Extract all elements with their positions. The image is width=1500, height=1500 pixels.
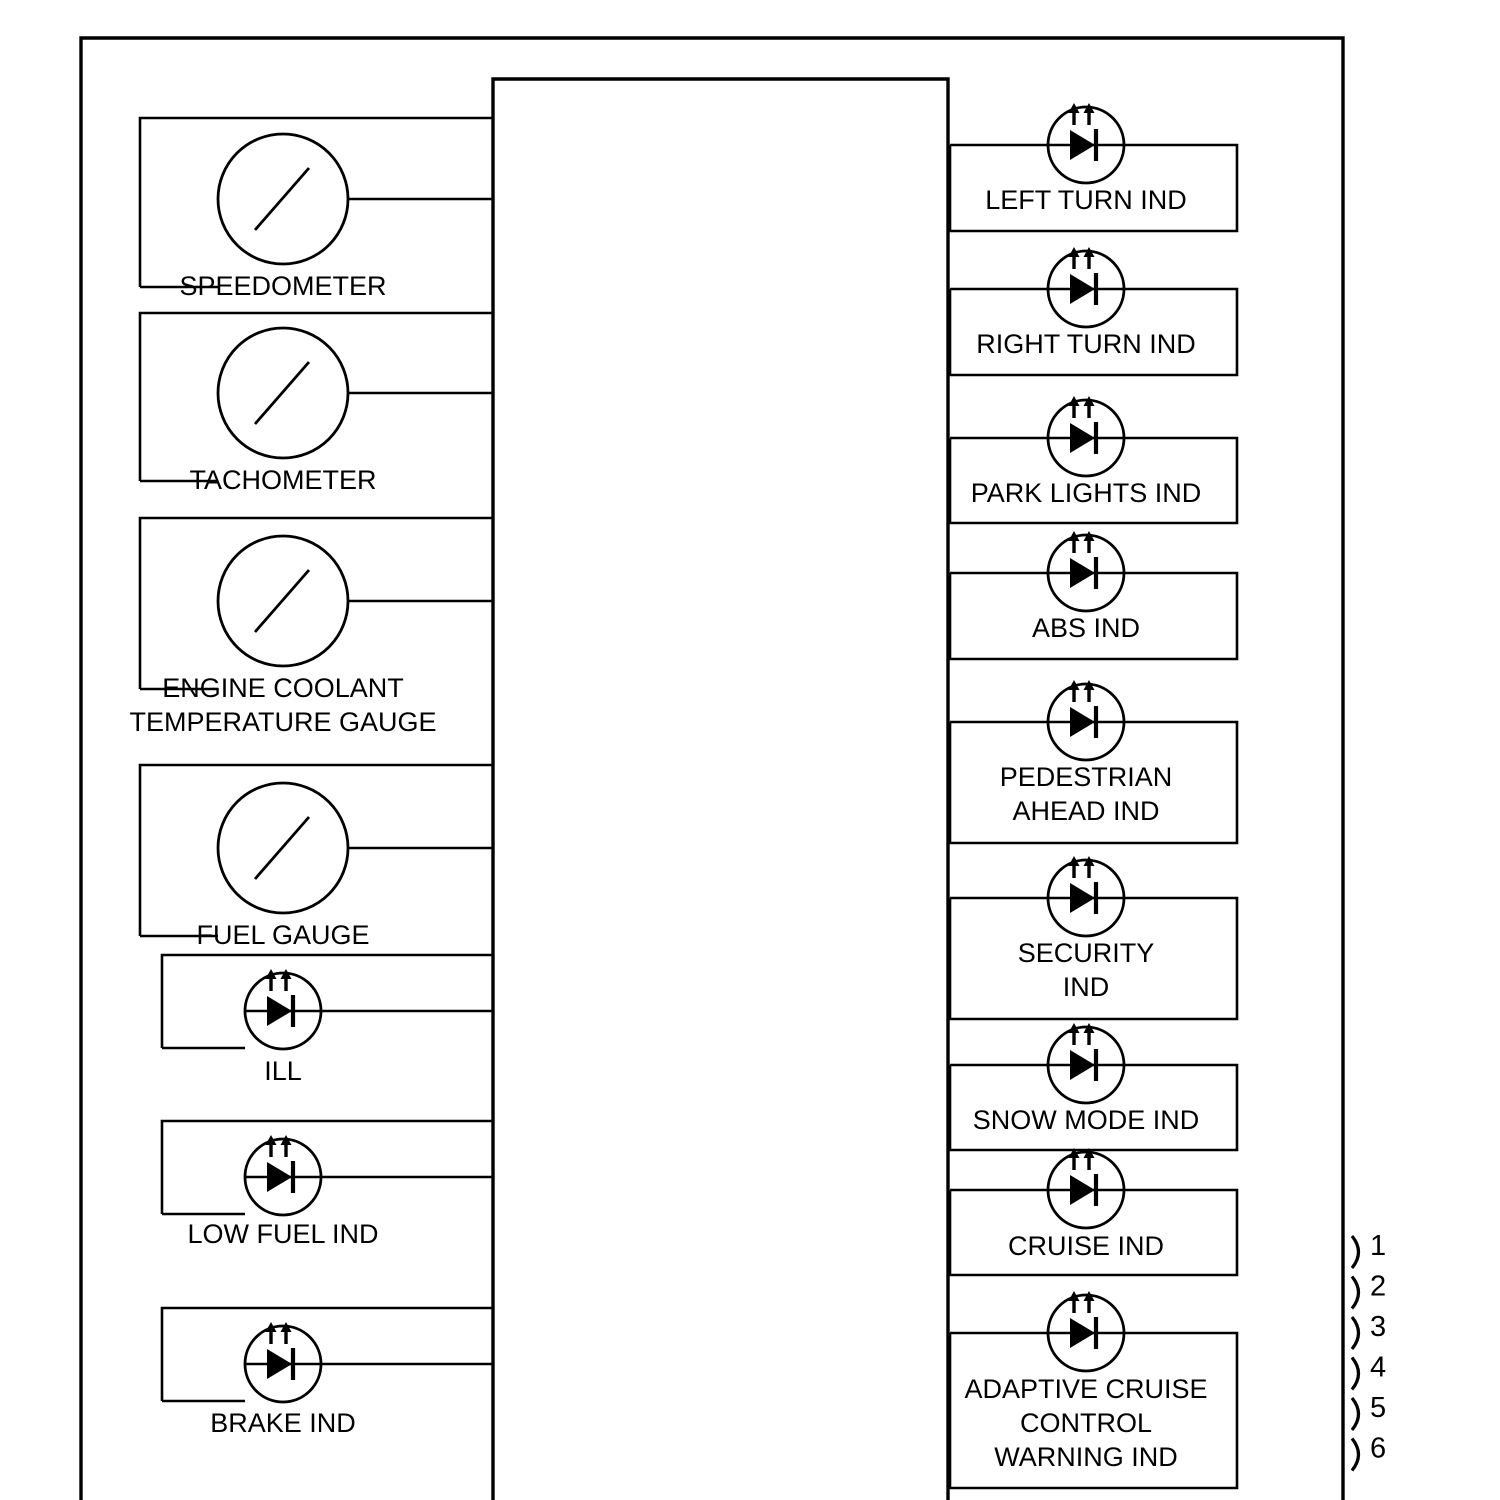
indicator-label-line: AHEAD IND (1012, 796, 1160, 826)
right-indicator-item (950, 247, 1237, 375)
device-label-line: TEMPERATURE GAUGE (129, 707, 437, 737)
indicator-label (1000, 762, 1173, 826)
pin-bracket-icon (1352, 1317, 1359, 1349)
device-label (210, 1408, 356, 1438)
left-device-column (129, 118, 493, 1438)
device-label (187, 1219, 378, 1249)
left-device-item (162, 1308, 493, 1438)
indicator-label-line: CONTROL (1019, 1408, 1153, 1438)
device-label-line: ILL (264, 1056, 302, 1086)
indicator-label (1018, 938, 1155, 1002)
indicator-label-line: ADAPTIVE CRUISE (964, 1374, 1208, 1404)
connector-pin[interactable] (1352, 1392, 1386, 1430)
device-label (179, 271, 386, 301)
left-device-item (162, 1121, 493, 1249)
right-indicator-column (950, 103, 1237, 1488)
device-label-line: FUEL GAUGE (196, 920, 370, 950)
device-label-line: LOW FUEL IND (187, 1219, 379, 1249)
device-box-outline (162, 955, 493, 1048)
indicator-label (973, 1105, 1200, 1135)
indicator-label (976, 329, 1196, 359)
pin-number: 3 (1370, 1311, 1387, 1343)
device-label-line: TACHOMETER (189, 465, 377, 495)
left-device-item (140, 313, 493, 495)
indicator-label-line: ABS IND (1031, 613, 1141, 643)
indicator-label (971, 478, 1202, 508)
device-label-line: SPEEDOMETER (179, 271, 387, 301)
pin-bracket-icon (1352, 1398, 1359, 1430)
pin-bracket-icon (1352, 1358, 1359, 1390)
device-label (196, 920, 369, 950)
pin-number: 1 (1370, 1230, 1387, 1262)
indicator-label-line: SECURITY (1017, 938, 1155, 968)
right-indicator-item (950, 531, 1237, 659)
right-indicator-item (950, 1023, 1237, 1150)
indicator-label-line: WARNING IND (994, 1442, 1178, 1472)
left-device-item (129, 518, 493, 737)
left-device-item (140, 765, 493, 950)
indicator-label-line: SNOW MODE IND (972, 1105, 1200, 1135)
device-label-line: ENGINE COOLANT (162, 673, 404, 703)
device-label (264, 1056, 302, 1086)
indicator-label (964, 1374, 1207, 1472)
device-box-outline (162, 1121, 493, 1214)
right-indicator-item (950, 103, 1237, 231)
device-label-line: BRAKE IND (210, 1408, 356, 1438)
indicator-label-line: CRUISE IND (1007, 1231, 1165, 1261)
indicator-label (1032, 613, 1140, 643)
right-indicator-item (950, 396, 1237, 523)
indicator-label-line: LEFT TURN IND (985, 185, 1187, 215)
connector-pin[interactable] (1352, 1271, 1386, 1309)
indicator-label-line: PARK LIGHTS IND (970, 478, 1202, 508)
left-device-item (140, 118, 493, 301)
pin-connector (1352, 1230, 1386, 1471)
pin-bracket-icon (1352, 1439, 1359, 1471)
right-indicator-item (950, 680, 1237, 843)
right-indicator-item (950, 856, 1237, 1019)
connector-pin[interactable] (1352, 1311, 1386, 1349)
left-device-item (162, 955, 493, 1086)
connector-pin[interactable] (1352, 1352, 1386, 1390)
pin-number: 5 (1370, 1392, 1387, 1424)
right-indicator-item (950, 1148, 1237, 1275)
indicator-label-line: IND (1062, 972, 1110, 1002)
center-module-block (493, 79, 948, 1500)
indicator-label (985, 185, 1187, 215)
right-indicator-item (950, 1291, 1237, 1488)
connector-pin[interactable] (1352, 1230, 1386, 1268)
pin-number: 4 (1370, 1351, 1387, 1384)
indicator-label (1008, 1231, 1164, 1261)
device-box-outline (162, 1308, 493, 1401)
device-label (129, 673, 436, 737)
pin-bracket-icon (1352, 1236, 1359, 1268)
device-label (190, 465, 377, 495)
indicator-label-line: PEDESTRIAN (999, 762, 1173, 792)
indicator-label-line: RIGHT TURN IND (976, 329, 1196, 359)
pin-number: 2 (1370, 1270, 1387, 1303)
connector-pin[interactable] (1352, 1433, 1386, 1471)
pin-bracket-icon (1352, 1277, 1359, 1309)
pin-number: 6 (1370, 1432, 1387, 1465)
